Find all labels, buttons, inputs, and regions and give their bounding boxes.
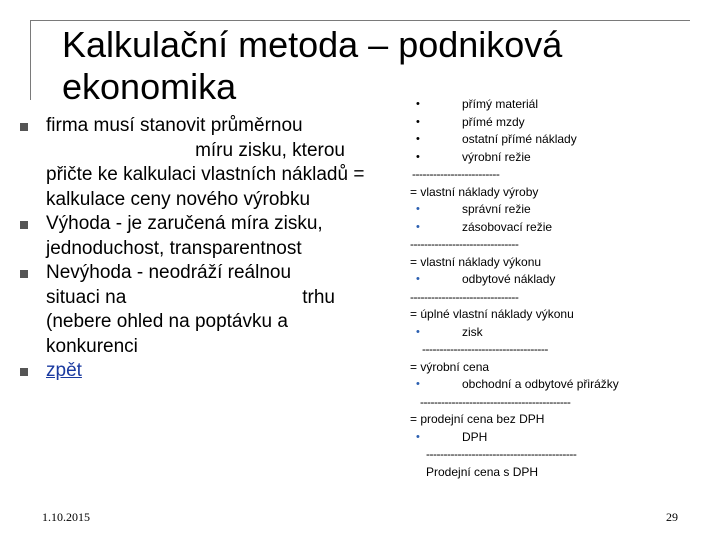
bullet-dot-icon: • bbox=[416, 273, 420, 285]
bullet-item-3 bbox=[20, 261, 365, 359]
separator-line: ------------------------------------------- bbox=[420, 394, 571, 409]
slide-title: Kalkulační metoda – podniková ekonomika bbox=[62, 24, 563, 107]
separator-line: ------------------------------------ bbox=[422, 342, 548, 356]
bullet-list bbox=[20, 114, 365, 384]
calculation-row bbox=[410, 429, 710, 447]
calculation-row bbox=[410, 219, 710, 237]
calculation-row bbox=[410, 254, 710, 272]
bullet-3-line2b: trhu bbox=[302, 286, 335, 308]
bullet-1-line2: míru zisku, kterou bbox=[195, 139, 345, 161]
calculation-row-text: výrobní režie bbox=[462, 149, 531, 164]
calculation-row bbox=[410, 464, 710, 482]
calculation-row-text: správní režie bbox=[462, 202, 531, 216]
calculation-row bbox=[410, 376, 710, 394]
calculation-row-text: ostatní přímé náklady bbox=[462, 132, 577, 146]
calculation-row bbox=[410, 359, 710, 377]
square-bullet-icon bbox=[20, 123, 28, 131]
calculation-row-text: = úplné vlastní náklady výkonu bbox=[410, 307, 574, 321]
calculation-row bbox=[410, 324, 710, 342]
calculation-row bbox=[410, 149, 710, 167]
bullet-2-text: Výhoda - je zaručená míra zisku, jednoduchost, transparentnost bbox=[46, 213, 323, 259]
calculation-row bbox=[410, 236, 710, 254]
separator-line: ------------------------------- bbox=[410, 289, 519, 304]
bullet-dot-icon: • bbox=[416, 133, 420, 145]
bullet-item-4 bbox=[20, 359, 365, 384]
bullet-1-rest: přičte ke kalkulaci vlastních nákladů = kalkulace ceny nového výrobku bbox=[46, 164, 365, 210]
calculation-row bbox=[410, 289, 710, 307]
calculation-row-text: Prodejní cena s DPH bbox=[426, 464, 539, 479]
calculation-row bbox=[410, 166, 710, 184]
bullet-dot-icon: • bbox=[416, 325, 420, 338]
bullet-item-2 bbox=[20, 212, 365, 261]
bullet-dot-icon: • bbox=[416, 378, 420, 390]
calculation-row bbox=[410, 96, 710, 114]
bullet-1-line1: firma musí stanovit průměrnou bbox=[46, 115, 303, 136]
calculation-row-text: DPH bbox=[462, 429, 488, 444]
separator-line: ------------------------------------------- bbox=[426, 447, 577, 461]
bullet-dot-icon: • bbox=[416, 115, 420, 128]
calculation-row bbox=[410, 271, 710, 289]
calculation-row bbox=[410, 114, 710, 132]
calculation-row-text: = vlastní náklady výkonu bbox=[410, 254, 542, 269]
title-frame-top-line bbox=[30, 20, 690, 21]
calculation-row bbox=[410, 446, 710, 464]
cost-calculation-list bbox=[410, 96, 710, 481]
slide-number: 29 bbox=[666, 510, 678, 524]
calculation-row-text: zisk bbox=[462, 324, 483, 339]
calculation-row-text: přímý materiál bbox=[462, 97, 539, 111]
bullet-item-1 bbox=[20, 114, 365, 212]
bullet-3-line2a: situaci na bbox=[46, 286, 127, 308]
square-bullet-icon bbox=[20, 368, 28, 376]
calculation-row-text: = vlastní náklady výroby bbox=[410, 184, 539, 199]
bullet-dot-icon: • bbox=[416, 150, 420, 163]
calculation-row-text: odbytové náklady bbox=[462, 272, 556, 286]
calculation-row-text: obchodní a odbytové přirážky bbox=[462, 377, 619, 391]
calculation-row-text: zásobovací režie bbox=[462, 219, 553, 234]
calculation-row bbox=[410, 411, 710, 429]
separator-line: ------------------------- bbox=[412, 167, 500, 181]
separator-line: ------------------------------- bbox=[410, 237, 519, 251]
calculation-row bbox=[410, 306, 710, 324]
calculation-row bbox=[410, 131, 710, 149]
bullet-dot-icon: • bbox=[416, 203, 420, 215]
bullet-3-rest: (nebere ohled na poptávku a konkurenci bbox=[46, 311, 288, 357]
calculation-row-text: = výrobní cena bbox=[410, 359, 490, 374]
calculation-row-text: = prodejní cena bez DPH bbox=[410, 412, 545, 426]
slide-date: 1.10.2015 bbox=[42, 510, 90, 524]
calculation-row bbox=[410, 341, 710, 359]
square-bullet-icon bbox=[20, 221, 28, 229]
bullet-dot-icon: • bbox=[416, 98, 420, 110]
bullet-3-line1: Nevýhoda - neodráží reálnou bbox=[46, 262, 292, 283]
calculation-row-text: přímé mzdy bbox=[462, 114, 525, 129]
calculation-row bbox=[410, 394, 710, 412]
bullet-dot-icon: • bbox=[416, 430, 420, 443]
title-frame-left-line bbox=[30, 20, 31, 100]
back-link[interactable]: zpět bbox=[46, 360, 82, 381]
calculation-row bbox=[410, 201, 710, 219]
calculation-row bbox=[410, 184, 710, 202]
bullet-dot-icon: • bbox=[416, 220, 420, 233]
square-bullet-icon bbox=[20, 270, 28, 278]
